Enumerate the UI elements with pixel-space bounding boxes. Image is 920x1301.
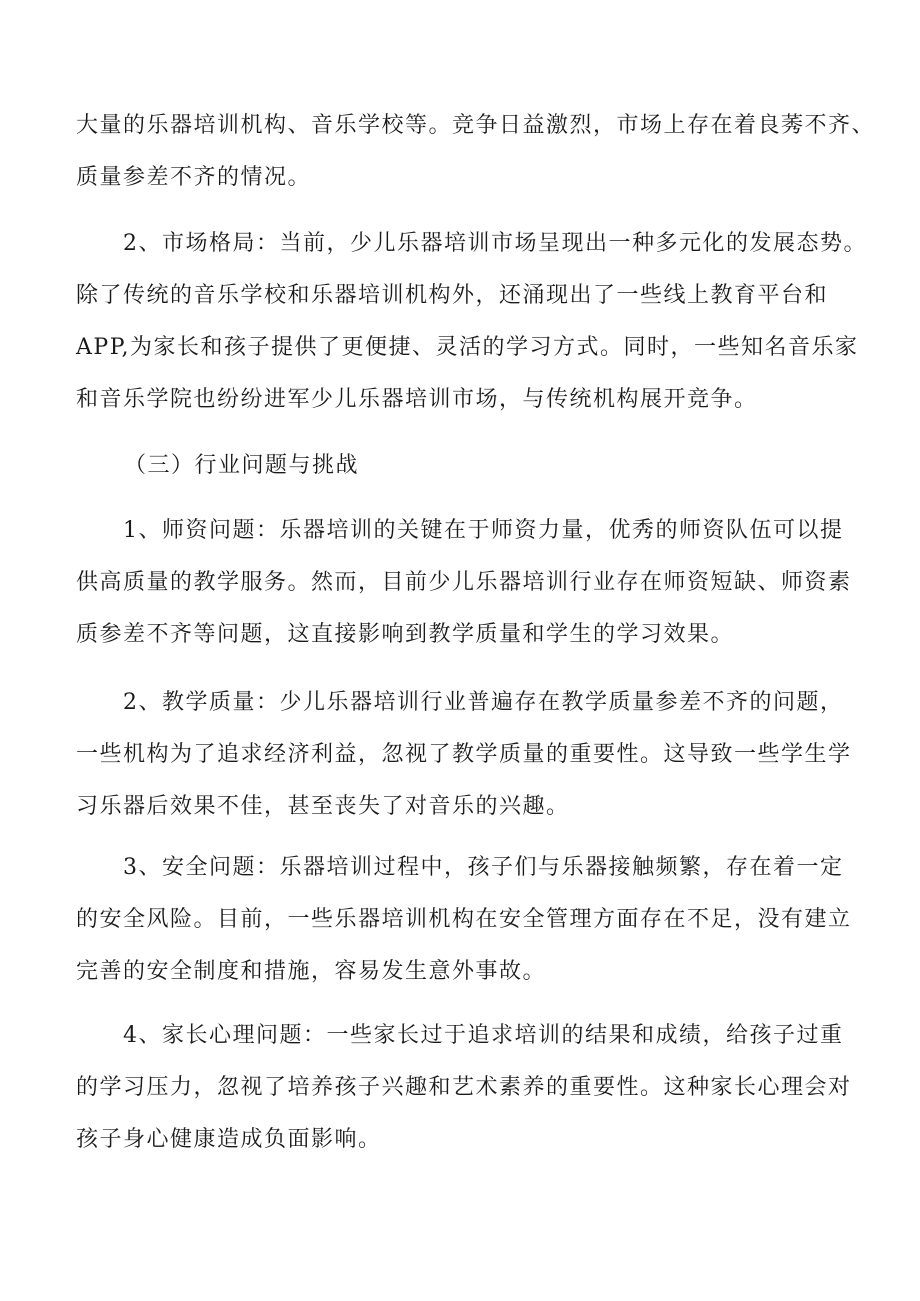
paragraph-continuation bbox=[76, 100, 876, 204]
text-line: 质量参差不齐的情况。 bbox=[76, 165, 312, 190]
paragraph-item-2 bbox=[76, 677, 852, 833]
text-line: 孩子身心健康造成负面影响。 bbox=[76, 1127, 382, 1152]
text-line: 质参差不齐等问题，这直接影响到教学质量和学生的学习效果。 bbox=[76, 622, 735, 647]
text-line: 供高质量的教学服务。然而，目前少儿乐器培训行业存在师资短缺、师资素 bbox=[76, 570, 852, 595]
section-heading: （三）行业问题与挑战 bbox=[124, 453, 360, 478]
text-line: 2、教学质量：少儿乐器培训行业普遍存在教学质量参差不齐的问题， bbox=[76, 690, 844, 715]
text-line: 3、安全问题：乐器培训过程中，孩子们与乐器接触频繁，存在着一定 bbox=[76, 855, 844, 880]
paragraph-item-4 bbox=[76, 1010, 852, 1166]
text-line: 习乐器后效果不佳，甚至丧失了对音乐的兴趣。 bbox=[76, 794, 570, 819]
text-line: 4、家长心理问题：一些家长过于追求培训的结果和成绩，给孩子过重 bbox=[76, 1023, 844, 1048]
text-line: APP,为家长和孩子提供了更便捷、灵活的学习方式。同时，一些知名音乐家 bbox=[76, 335, 859, 360]
text-line: 完善的安全制度和措施，容易发生意外事故。 bbox=[76, 959, 547, 984]
text-line: 1、师资问题：乐器培训的关键在于师资力量，优秀的师资队伍可以提 bbox=[76, 518, 844, 543]
text-line: 的安全风险。目前，一些乐器培训机构在安全管理方面存在不足，没有建立 bbox=[76, 907, 852, 932]
text-line: 的学习压力，忽视了培养孩子兴趣和艺术素养的重要性。这种家长心理会对 bbox=[76, 1075, 852, 1100]
paragraph-market-structure bbox=[76, 218, 867, 426]
text-line: 大量的乐器培训机构、音乐学校等。竞争日益激烈，市场上存在着良莠不齐、 bbox=[76, 113, 876, 138]
text-line: 一些机构为了追求经济利益，忽视了教学质量的重要性。这导致一些学生学 bbox=[76, 742, 852, 767]
paragraph-item-1 bbox=[76, 505, 852, 661]
text-line: 和音乐学院也纷纷进军少儿乐器培训市场，与传统机构展开竞争。 bbox=[76, 387, 758, 412]
paragraph-item-3 bbox=[76, 842, 852, 998]
text-line: 除了传统的音乐学校和乐器培训机构外，还涌现出了一些线上教育平台和 bbox=[76, 283, 829, 308]
text-line: 2、市场格局：当前，少儿乐器培训市场呈现出一种多元化的发展态势。 bbox=[76, 231, 867, 256]
